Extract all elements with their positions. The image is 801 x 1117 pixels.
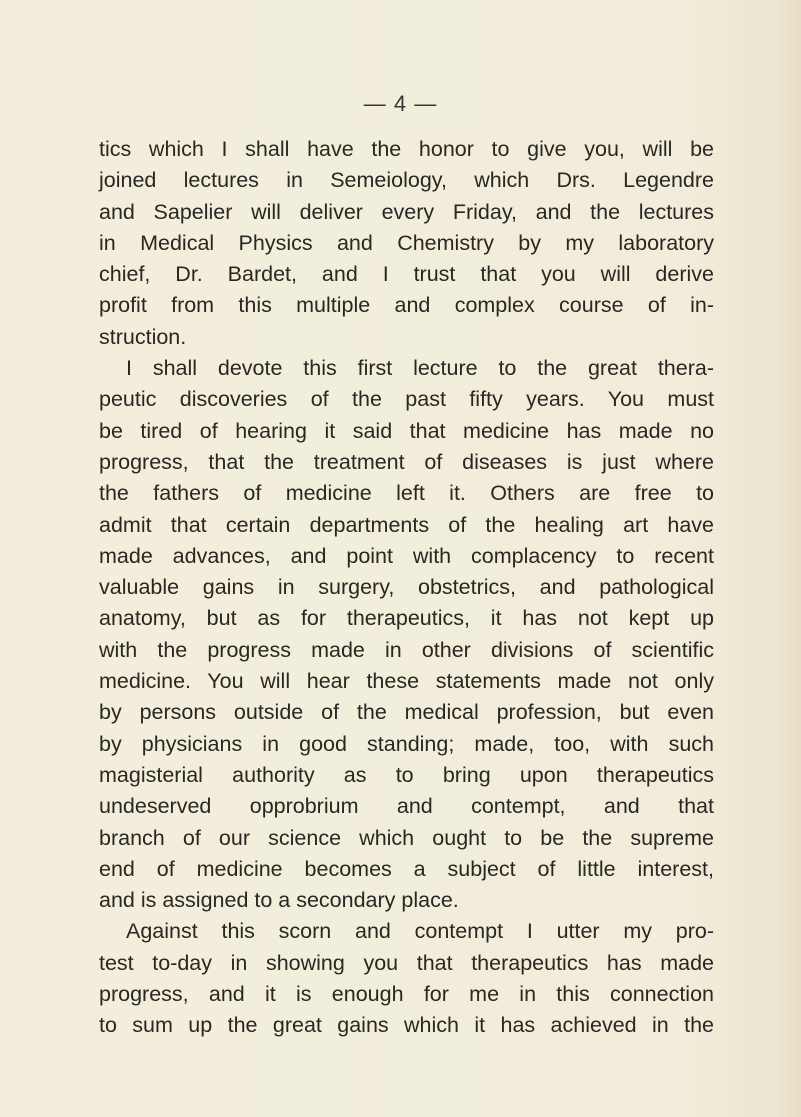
text-line: be tired of hearing it said that medicine has made no [99,418,714,443]
text-line: joined lectures in Semeiology, which Drs. Legendre [99,168,714,193]
text-line: peutic discoveries of the past fifty years. You must [99,387,714,412]
text-line: chief, Dr. Bardet, and I trust that you will derive [99,262,714,287]
text-line: made advances, and point with complacency to recent [99,543,714,568]
text-line: Against this scorn and contempt I utter my pro- [126,919,714,944]
text-line: struction. [99,324,187,349]
text-line: and is assigned to a secondary place. [99,888,459,913]
text-line: valuable gains in surgery, obstetrics, and pathological [99,575,714,600]
text-line: and Sapelier will deliver every Friday, and the lectures [99,199,714,224]
text-line: by physicians in good standing; made, too, with such [99,731,714,756]
text-line: to sum up the great gains which it has achieved in the [99,1013,714,1038]
text-line: test to-day in showing you that therapeutics has made [99,950,714,975]
text-line: in Medical Physics and Chemistry by my laboratory [99,230,714,255]
text-line: undeserved opprobrium and contempt, and that [99,794,714,819]
text-line: admit that certain departments of the healing art have [99,512,714,537]
text-line: tics which I shall have the honor to give you, will be [99,137,714,161]
text-line: branch of our science which ought to be the supreme [99,825,714,850]
text-line: profit from this multiple and complex course of in- [99,293,714,318]
text-line: progress, that the treatment of diseases is just where [99,449,714,474]
text-line: I shall devote this first lecture to the great thera- [126,356,714,381]
text-line: by persons outside of the medical profession, but even [99,700,714,725]
text-line: end of medicine becomes a subject of little interest, [99,856,714,881]
body-text [99,134,714,1042]
text-line: with the progress made in other divisions of scientific [99,637,714,662]
text-line: progress, and it is enough for me in this connection [99,982,714,1007]
text-line: anatomy, but as for therapeutics, it has not kept up [99,606,714,631]
text-line: magisterial authority as to bring upon therapeutics [99,762,714,787]
text-line: the fathers of medicine left it. Others are free to [99,481,714,506]
page-number: — 4 — [363,91,438,116]
text-line: medicine. You will hear these statements made not only [99,669,714,694]
